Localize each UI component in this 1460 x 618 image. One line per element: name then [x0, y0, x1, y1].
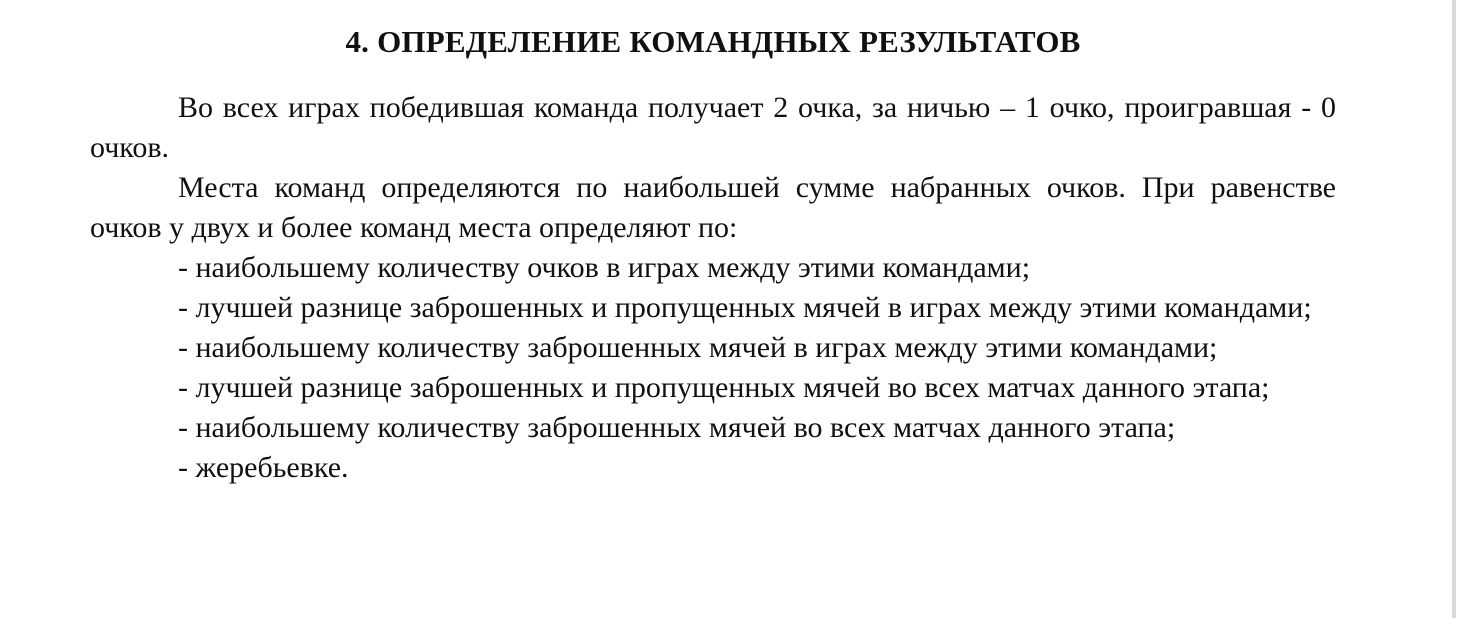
criterion-head-to-head-points: - наибольшему количеству очков в играх между этими командами; [178, 251, 1031, 284]
criterion-stage-goal-difference: - лучшей разнице заброшенных и пропущенных мячей во всех матчах данного этапа; [178, 371, 1270, 404]
criterion-stage-goals-scored: - наибольшему количеству заброшенных мячей во всех матчах данного этапа; [178, 411, 1176, 444]
paragraph-scoring: Во всех играх победившая команда получает 2 очка, за ничью – 1 очко, проигравшая - 0 очков. [90, 91, 1336, 164]
section-body [90, 88, 1336, 488]
section-title: 4. ОПРЕДЕЛЕНИЕ КОМАНДНЫХ РЕЗУЛЬТАТОВ [345, 24, 1081, 59]
page-edge [1452, 0, 1456, 618]
criterion-draw-lots: - жеребьевке. [178, 451, 349, 484]
paragraph-ranking-rule: Места команд определяются по наибольшей сумме набранных очков. При равенстве очков у двух и более команд места определяют по: [90, 171, 1336, 244]
document-content [90, 22, 1336, 488]
criterion-head-to-head-goals-scored: - наибольшему количеству заброшенных мячей в играх между этими командами; [178, 331, 1218, 364]
criterion-head-to-head-goal-difference: - лучшей разнице заброшенных и пропущенных мячей в играх между этими командами; [178, 291, 1312, 324]
